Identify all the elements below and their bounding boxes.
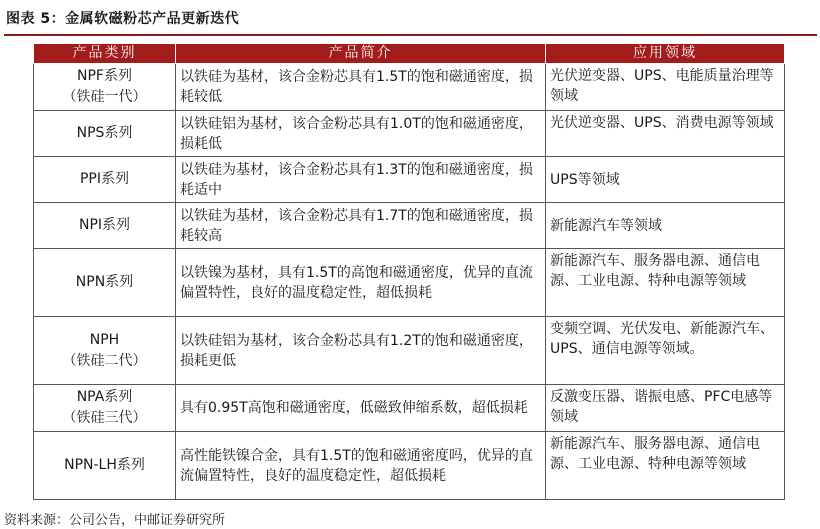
product-description: 以铁硅为基材，该合金粉芯具有1.5T的饱和磁通密度，损耗较低 — [176, 64, 546, 111]
product-application: UPS等领域 — [546, 157, 785, 203]
product-application: 新能源汽车、服务器电源、通信电源、工业电源、特种电源等领域 — [546, 249, 785, 317]
product-generation: （铁硅二代） — [62, 352, 147, 369]
product-name-cell — [34, 385, 176, 432]
table-row — [34, 249, 785, 317]
header-description: 产品简介 — [176, 44, 546, 64]
product-name-cell — [34, 432, 176, 500]
table-row — [34, 111, 785, 157]
product-description: 高性能铁镍合金，具有1.5T的饱和磁通密度吗，优异的直流偏置特性，良好的温度稳定性，超低损耗 — [176, 432, 546, 500]
table-header-row — [34, 44, 785, 64]
table-row — [34, 157, 785, 203]
product-name: NPN系列 — [75, 274, 134, 290]
table-row — [34, 317, 785, 385]
product-name: NPS系列 — [76, 125, 133, 141]
title-divider — [4, 34, 817, 36]
table-row — [34, 64, 785, 111]
product-generation: （铁硅一代） — [62, 89, 147, 105]
product-name: NPI系列 — [78, 217, 131, 233]
product-application: 变频空调、光伏发电、新能源汽车、UPS、通信电源等领域。 — [546, 317, 785, 385]
header-category: 产品类别 — [34, 44, 176, 64]
product-application: 新能源汽车、服务器电源、通信电源、工业电源、特种电源等领域 — [546, 432, 785, 500]
product-application: 光伏逆变器、UPS、消费电源等领域 — [546, 111, 785, 157]
product-application: 新能源汽车等领域 — [546, 203, 785, 249]
product-name-cell — [34, 64, 176, 111]
product-name: NPH — [89, 331, 120, 348]
source-note: 资料来源：公司公告，中邮证券研究所 — [4, 513, 226, 528]
product-description: 以铁硅铝为基材，该合金粉芯具有1.2T的饱和磁通密度，损耗更低 — [176, 317, 546, 385]
product-name-cell — [34, 157, 176, 203]
product-description: 以铁硅为基材，该合金粉芯具有1.7T的饱和磁通密度，损耗较高 — [176, 203, 546, 249]
product-name-cell — [34, 249, 176, 317]
product-description: 具有0.95T高饱和磁通密度，低磁致伸缩系数，超低损耗 — [176, 385, 546, 432]
product-description: 以铁硅铝为基材，该合金粉芯具有1.0T的饱和磁通密度，损耗低 — [176, 111, 546, 157]
product-description: 以铁镍为基材，具有1.5T的高饱和磁通密度，优异的直流偏置特性，良好的温度稳定性，超低损耗 — [176, 249, 546, 317]
product-name-cell — [34, 111, 176, 157]
table-row — [34, 385, 785, 432]
table-row — [34, 203, 785, 249]
product-description: 以铁硅为基材，该合金粉芯具有1.3T的饱和磁通密度，损耗适中 — [176, 157, 546, 203]
figure-title: 图表 5：金属软磁粉芯产品更新迭代 — [6, 11, 240, 27]
header-application: 应用领域 — [546, 44, 785, 64]
product-name-cell — [34, 203, 176, 249]
product-application: 光伏逆变器、UPS、电能质量治理等领域 — [546, 64, 785, 111]
product-name: NPN-LH系列 — [64, 457, 145, 473]
product-name: NPF系列 — [77, 68, 132, 84]
product-iteration-table — [33, 43, 785, 500]
product-name: PPI系列 — [79, 171, 129, 187]
product-name: NPA系列 — [76, 389, 133, 405]
product-application: 反激变压器、谐振电感、PFC电感等领域 — [546, 385, 785, 432]
product-generation: （铁硅三代） — [62, 410, 147, 426]
product-name-cell — [34, 317, 176, 385]
table-row — [34, 432, 785, 500]
